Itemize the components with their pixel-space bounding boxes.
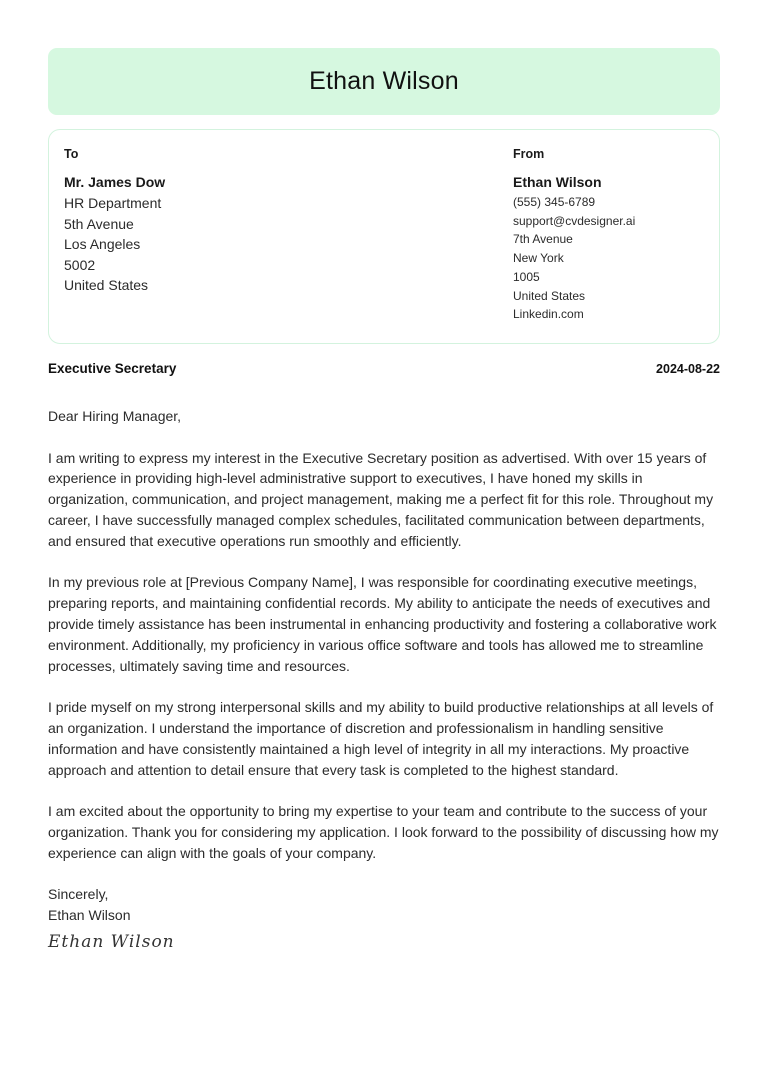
sender-street: 7th Avenue xyxy=(513,232,573,247)
sender-linkedin: Linkedin.com xyxy=(513,307,584,322)
sender-label: From xyxy=(513,147,545,161)
recipient-label: To xyxy=(64,147,79,161)
sender-postal-code: 1005 xyxy=(513,269,540,284)
recipient-street: 5th Avenue xyxy=(64,215,134,232)
closing-name: Ethan Wilson xyxy=(48,907,131,924)
sender-name: Ethan Wilson xyxy=(513,174,602,190)
recipient-department: HR Department xyxy=(64,195,162,211)
recipient-block xyxy=(64,147,165,296)
recipient-country: United States xyxy=(64,277,149,294)
closing-block xyxy=(48,884,720,952)
valediction: Sincerely, xyxy=(48,886,109,903)
recipient-city: Los Angeles xyxy=(64,236,141,253)
sender-country: United States xyxy=(513,288,586,303)
sender-block xyxy=(513,147,635,324)
address-box xyxy=(48,129,720,344)
greeting: Dear Hiring Manager, xyxy=(48,408,182,424)
sender-city: New York xyxy=(513,251,564,266)
applicant-name: Ethan Wilson xyxy=(309,67,459,95)
letter-body xyxy=(48,406,720,864)
handwritten-signature: Ethan Wilson xyxy=(48,931,175,952)
body-paragraph: I am writing to express my interest in the Executive Secretary position as advertised. With over 15 years of experience in providing high-level administrative support to executives, I have honed my skills in organization, communication, and project management, making me a perfect fit for this role. Throughout my career, I have successfully managed complex schedules, facilitated communication between departments, and ensured that executive operations run smoothly and efficiently. xyxy=(48,449,714,549)
subject-title: Executive Secretary xyxy=(48,361,177,376)
body-paragraph: I am excited about the opportunity to bring my expertise to your team and contribute to the success of your organization. Thank you for considering my application. I look forward to the possibility of discussing how my experience can align with the goals of your company. xyxy=(48,803,719,861)
subject-row xyxy=(48,361,720,376)
letter-date: 2024-08-22 xyxy=(656,362,720,376)
header-banner xyxy=(48,48,720,115)
cover-letter-page xyxy=(48,48,720,953)
body-paragraph: In my previous role at [Previous Company Name], I was responsible for coordinating executive meetings, preparing reports, and maintaining confidential records. My ability to anticipate the needs of executives and provide timely assistance has been instrumental in enhancing productivity and fostering a collaborative work environment. Additionally, my proficiency in various office software and tools has allowed me to streamline processes, ultimately saving time and resources. xyxy=(48,574,717,674)
recipient-postal-code: 5002 xyxy=(64,256,96,273)
sender-phone: (555) 345-6789 xyxy=(513,195,596,209)
recipient-name: Mr. James Dow xyxy=(64,174,166,190)
sender-email: support@cvdesigner.ai xyxy=(513,213,636,228)
body-paragraph: I pride myself on my strong interpersonal skills and my ability to build productive relationships at all levels of an organization. I understand the importance of discretion and professionalism in handling sensitive information and have consistently maintained a high level of integrity in all my interactions. My proactive approach and attention to detail ensure that every task is completed to the highest standard. xyxy=(48,699,714,778)
